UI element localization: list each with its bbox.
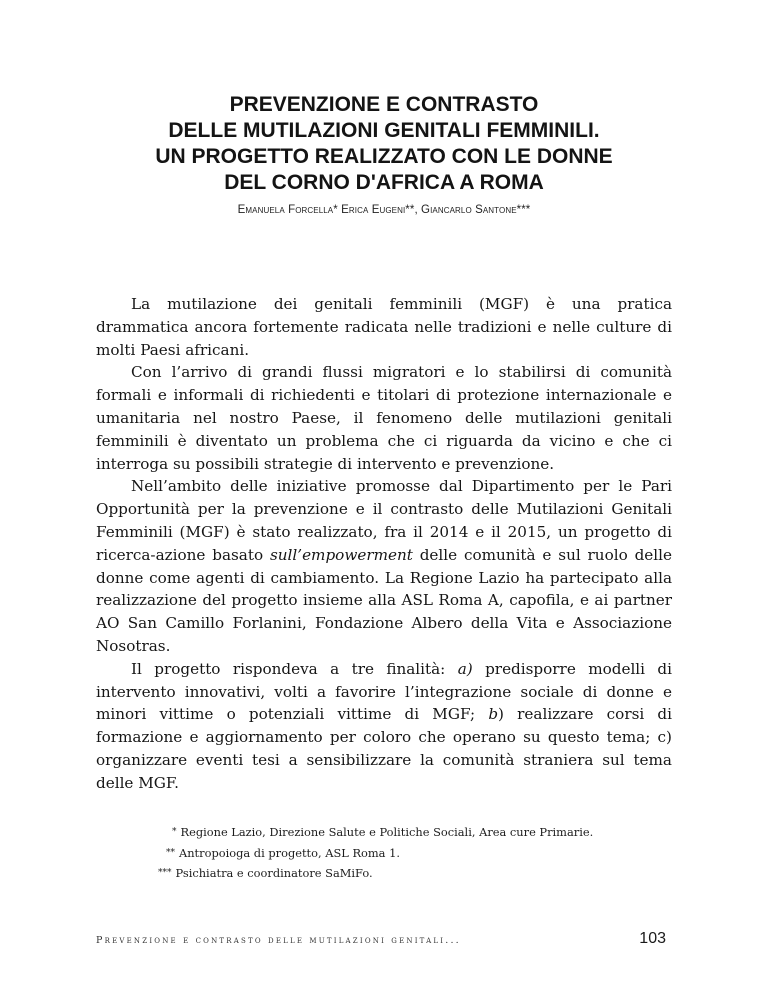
footnote (158, 863, 678, 884)
paragraph (96, 658, 672, 795)
title-line: UN PROGETTO REALIZZATO CON LE DONNE (155, 145, 613, 168)
footnote-text: Antropoioga di progetto, ASL Roma 1. (179, 845, 400, 860)
footnotes (158, 822, 678, 884)
running-head: Prevenzione e contrasto delle mutilazioni genitali... (96, 935, 461, 946)
title-line: DELLE MUTILAZIONI GENITALI FEMMINILI. (168, 119, 600, 142)
footnote-text: Regione Lazio, Direzione Salute e Politiche Sociali, Area cure Primarie. (180, 825, 594, 839)
page-number: 103 (639, 930, 666, 947)
paragraph-text: predisporre modelli di intervento innovativi, volti a favorire l’integrazione sociale di donne e minori vittime o potenziali vittime di MGF; (96, 659, 673, 724)
footnote-mark: *** (158, 868, 172, 878)
paragraph-text: ) realizzare corsi di formazione e aggiornamento per coloro che operano su questo tema; c) organizzare eventi tesi a sensibilizzare la comunità straniera sul tema delle MGF. (96, 705, 673, 792)
footnote-mark: * (172, 827, 177, 837)
footnote-mark: ** (166, 847, 175, 858)
paragraph-text: Nell’ambito delle iniziative promosse dal Dipartimento per le Pari Opportunità per la prevenzione e il contrasto delle Mutilazioni Genitali Femminili (MGF) è stato realizzato, fra il 2014 e il 2015, un progetto di ricerca-azione basato (96, 477, 672, 564)
title-line: PREVENZIONE E CONTRASTO (229, 93, 539, 116)
footnote (158, 843, 678, 864)
emphasis-text: sull’empowerment (269, 545, 413, 564)
footnote-text: Psichiatra e coordinatore SaMiFo. (175, 866, 373, 880)
article-title (100, 92, 668, 196)
footnote (158, 822, 678, 843)
author-line: Emanuela Forcella* Erica Eugeni**, Giancarlo Santone*** (237, 204, 531, 216)
paragraph-text: Il progetto rispondeva a tre finalità: (131, 659, 458, 678)
list-marker: a) (457, 659, 473, 678)
paragraph-text: delle comunità e sul ruolo delle donne come agenti di cambiamento. La Regione Lazio ha partecipato alla realizzazione del progetto insieme alla ASL Roma A, capofila, e ai partner AO San Camillo Forlanini, Fondazione Albero della Vita e Associazione Nosotras. (96, 545, 672, 655)
paragraph: Con l’arrivo di grandi flussi migratori e lo stabilirsi di comunità formali e informali di richiedenti e titolari di protezione internazionale e umanitaria nel nostro Paese, il fenomeno delle mutilazioni genitali femminili è diventato un problema che ci riguarda da vicino e che ci interroga su possibili strategie di intervento e prevenzione. (96, 363, 672, 473)
paragraph (96, 475, 672, 657)
title-line: DEL CORNO D'AFRICA A ROMA (224, 171, 544, 194)
list-marker: b (488, 705, 499, 724)
article-body (96, 293, 672, 795)
paragraph: La mutilazione dei genitali femminili (MGF) è una pratica drammatica ancora fortemente radicata nelle tradizioni e nelle culture di molti Paesi africani. (96, 295, 672, 359)
